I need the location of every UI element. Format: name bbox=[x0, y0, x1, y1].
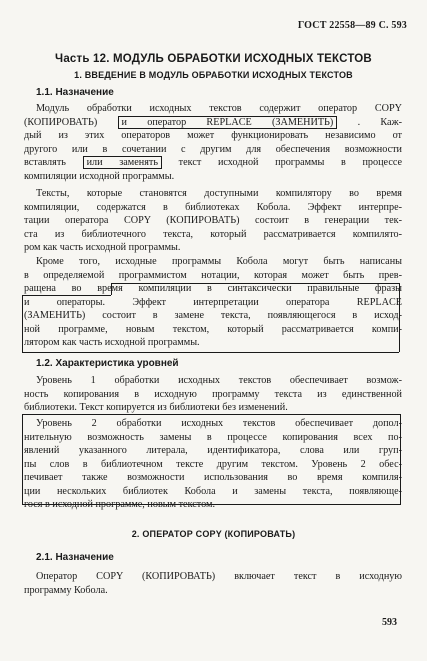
frame-edge bbox=[22, 295, 23, 352]
part-title: Часть 12. МОДУЛЬ ОБРАБОТКИ ИСХОДНЫХ ТЕКСТОВ bbox=[55, 53, 372, 65]
text-line: программу Кобола. bbox=[24, 584, 108, 596]
text-line bbox=[24, 296, 402, 310]
text-line bbox=[24, 116, 402, 130]
section-2-title: 2. ОПЕРАТОР COPY (КОПИРОВАТЬ) bbox=[131, 529, 296, 539]
text-line: тации оператора COPY (КОПИРОВАТЬ) состоит в генерации тек- bbox=[24, 215, 402, 226]
text-line: дый из этих операторов может функционировать независимо от bbox=[24, 130, 402, 141]
page-number: 593 bbox=[382, 617, 397, 628]
text-line: (ЗАМЕНИТЬ) состоит в замене текста, появляющегося в исход- bbox=[24, 310, 402, 321]
text-line: Уровень 1 обработки исходных текстов обеспечивает возмож- bbox=[36, 375, 402, 386]
text-line: печивает также возможности использования во время компиля- bbox=[24, 472, 402, 483]
text-line: явлений указанного литерала, идентификатора, слова или груп- bbox=[24, 445, 402, 456]
running-header: ГОСТ 22558—89 С. 593 bbox=[297, 20, 407, 31]
frame-edge bbox=[111, 284, 112, 295]
subsection-2-1-title: 2.1. Назначение bbox=[36, 552, 114, 563]
text-line: ность копирования в исходную программу текста из единственной bbox=[24, 388, 402, 400]
text-line: Модуль обработки исходных текстов содержит оператор COPY bbox=[36, 103, 402, 114]
paragraph-2-1 bbox=[24, 570, 402, 597]
text-fragment: (КОПИРОВАТЬ) bbox=[24, 116, 98, 128]
text-fragment: . Каж- bbox=[357, 116, 403, 128]
text-line: Тексты, которые становятся доступными компилятору во время bbox=[36, 188, 402, 199]
frame-edge bbox=[399, 283, 400, 352]
paragraph-1-2-a bbox=[24, 374, 402, 415]
text-line: Оператор COPY (КОПИРОВАТЬ) включает текст в исходную bbox=[36, 571, 402, 582]
text-line: ции нескольких библиотек Кобола и замены текста, появляюще- bbox=[24, 485, 402, 497]
frame-edge bbox=[22, 295, 111, 296]
frame-edge bbox=[22, 352, 399, 353]
text-line: компиляции, содержатся в библиотеках Кобола. Эффект интерпре- bbox=[24, 201, 402, 213]
text-line: гося в исходной программе, новым текстом. bbox=[24, 499, 215, 510]
boxed-text: и оператор REPLACE (ЗАМЕНИТЬ) bbox=[118, 116, 338, 129]
text-line bbox=[24, 156, 402, 170]
text-line: библиотеки. Текст копируется из библиотеки без изменений. bbox=[24, 402, 288, 413]
text-line: нительную возможность замены в процессе копирования всех по- bbox=[24, 431, 402, 443]
text-line: ста из библиотечного текста, который рассматривается компилято- bbox=[24, 228, 402, 240]
text-fragment: текст исходной программы в процессе bbox=[178, 157, 403, 168]
paragraph-1-1-b bbox=[24, 187, 402, 255]
text-line: компиляции исходной программы. bbox=[24, 170, 175, 182]
paragraph-1-2-b bbox=[24, 417, 402, 512]
text-fragment: и операторы. bbox=[24, 296, 106, 308]
text-line: лятором как часть исходной программы. bbox=[24, 337, 200, 348]
paragraph-1-1-a bbox=[24, 102, 402, 183]
text-fragment: Эффект интерпретации оператора REPLACE bbox=[132, 296, 402, 308]
text-fragment: вставлять bbox=[24, 157, 66, 168]
text-line: в определяемой программистом нотации, которая может быть прев- bbox=[24, 269, 402, 281]
section-1-title: 1. ВВЕДЕНИЕ В МОДУЛЬ ОБРАБОТКИ ИСХОДНЫХ ТЕКСТОВ bbox=[74, 70, 353, 80]
text-line: ращена во время компиляции в синтаксически правильные фразы bbox=[24, 283, 402, 294]
text-line: Кроме того, исходные программы Кобола могут быть написаны bbox=[36, 256, 402, 267]
subsection-1-2-title: 1.2. Характеристика уровней bbox=[36, 358, 179, 369]
boxed-text: или заменять bbox=[83, 156, 162, 169]
subsection-1-1-title: 1.1. Назначение bbox=[36, 87, 114, 98]
text-line: пы слов в библиотечном тексте другим текстом. Уровень 2 обес- bbox=[24, 458, 402, 470]
frame-edge bbox=[111, 283, 399, 284]
text-line: другого или в сочетании с другим для обеспечения возможности bbox=[24, 143, 402, 155]
text-line: ной программе, новым текстом, который рассматривается компи- bbox=[24, 323, 402, 335]
paragraph-1-1-c bbox=[24, 255, 402, 350]
text-line: Уровень 2 обработки исходных текстов обеспечивает допол- bbox=[36, 418, 402, 429]
text-line: ром как часть исходной программы. bbox=[24, 242, 181, 253]
